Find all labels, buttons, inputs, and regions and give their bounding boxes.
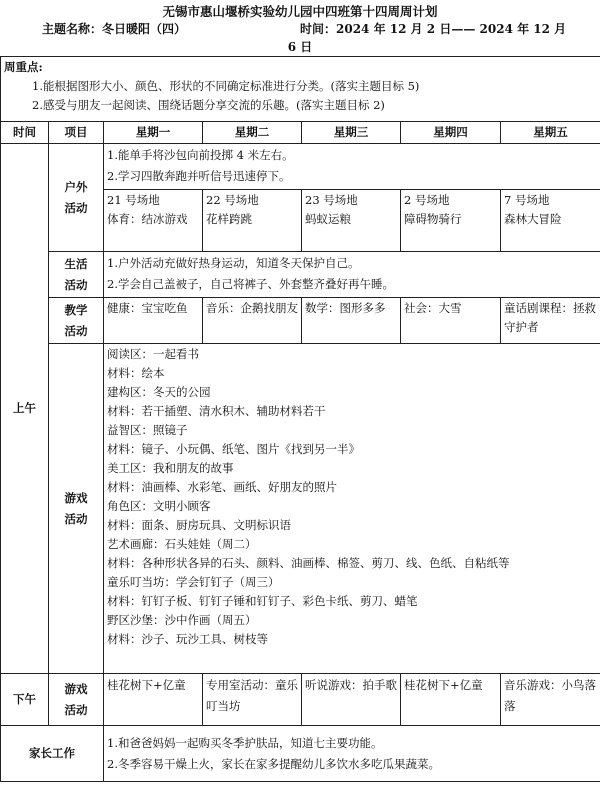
column-header-row xyxy=(1,122,600,144)
afternoon-tuesday: 专用室活动：童乐叮当坊 xyxy=(203,674,302,726)
time-range: 时间：2024 年 12 月 2 日—— 2024 年 12 月 xyxy=(300,22,567,36)
life-label xyxy=(49,252,104,298)
teach-label-bottom: 活动 xyxy=(64,323,88,338)
parents-item-1: 1.和爸爸妈妈一起购买冬季护肤品，知道七主要功能。 xyxy=(107,735,383,750)
game-line: 材料：面条、厨房玩具、文明标识语 xyxy=(107,518,291,532)
afternoon-game-label xyxy=(49,674,104,726)
game-line: 野区沙堡：沙中作画（周五） xyxy=(107,613,257,627)
outdoor-label xyxy=(49,144,104,252)
teach-label-top: 教学 xyxy=(64,302,88,317)
game-line: 艺术画廊：石头娃娃（周二） xyxy=(107,537,257,551)
outdoor-label-bottom: 活动 xyxy=(64,200,88,215)
outdoor-activity: 障碍物骑行 xyxy=(404,212,462,226)
life-row xyxy=(1,252,600,298)
col-tuesday: 星期二 xyxy=(203,122,302,144)
outdoor-site: 7 号场地 xyxy=(504,193,550,207)
focus-item-2: 2.感受与朋友一起阅读、围绕话题分享交流的乐趣。(落实主题目标 2) xyxy=(32,98,385,112)
afternoon-label: 下午 xyxy=(1,674,49,726)
time-range-continued: 6 日 xyxy=(287,40,313,54)
col-monday: 星期一 xyxy=(104,122,203,144)
outdoor-activity: 花样跨跳 xyxy=(206,212,252,226)
teach-label xyxy=(49,298,104,344)
outdoor-site: 2 号场地 xyxy=(404,193,450,207)
game-line: 角色区：文明小顾客 xyxy=(107,499,211,513)
game-label xyxy=(49,344,104,674)
game-row xyxy=(1,344,600,674)
outdoor-goal-2: 2.学习四散奔跑并听信号迅速停下。 xyxy=(107,169,291,183)
parents-item-2: 2.冬季容易干燥上火，家长在家多提醒幼儿多饮水多吃瓜果蔬菜。 xyxy=(107,756,440,771)
teach-tuesday: 音乐：企鹅找朋友 xyxy=(203,298,302,344)
afternoon-wednesday: 听说游戏：拍手歌 xyxy=(302,674,401,726)
page-title: 无锡市惠山堰桥实验幼儿园中四班第十四周周计划 xyxy=(162,4,438,19)
outdoor-thursday xyxy=(401,190,501,252)
weekly-plan-table xyxy=(0,56,600,782)
game-line: 建构区：冬天的公园 xyxy=(107,385,211,399)
focus-item-1: 1.能根据图形大小、颜色、形状的不同确定标准进行分类。(落实主题目标 5) xyxy=(32,79,420,93)
game-label-top: 游戏 xyxy=(64,490,88,505)
life-items xyxy=(104,252,600,298)
col-wednesday: 星期三 xyxy=(302,122,401,144)
outdoor-activity: 体育：结冰游戏 xyxy=(107,212,188,226)
parents-row xyxy=(1,726,600,782)
parents-label: 家长工作 xyxy=(1,726,104,782)
afternoon-monday: 桂花树下+亿童 xyxy=(104,674,203,726)
life-label-top: 生活 xyxy=(64,256,88,271)
outdoor-wednesday xyxy=(302,190,401,252)
theme-name: 主题名称：冬日暖阳（四） xyxy=(42,22,187,36)
outdoor-goal-1: 1.能单手将沙包向前投掷 4 米左右。 xyxy=(107,148,294,162)
teach-friday: 童话剧课程：拯救守护者 xyxy=(501,298,600,344)
outdoor-activity: 森林大冒险 xyxy=(504,212,562,226)
parents-items xyxy=(104,726,600,782)
outdoor-tuesday xyxy=(203,190,302,252)
teach-wednesday: 数学：图形多多 xyxy=(302,298,401,344)
outdoor-site: 23 号场地 xyxy=(305,193,358,207)
morning-label: 上午 xyxy=(1,144,49,674)
game-line: 美工区：我和朋友的故事 xyxy=(107,461,234,475)
outdoor-monday xyxy=(104,190,203,252)
outdoor-label-top: 户外 xyxy=(64,179,88,194)
game-line: 材料：若干插塑、清水积木、辅助材料若干 xyxy=(107,404,326,418)
teach-row xyxy=(1,298,600,344)
afternoon-game-label-bottom: 活动 xyxy=(64,702,88,717)
life-item-1: 1.户外活动充做好热身运动，知道冬天保护自己。 xyxy=(107,256,360,270)
focus-label: 周重点: xyxy=(4,60,43,74)
game-line: 阅读区：一起看书 xyxy=(107,347,199,361)
outdoor-goals-row xyxy=(1,144,600,190)
game-line: 材料：油画棒、水彩笔、画纸、好朋友的照片 xyxy=(107,480,337,494)
afternoon-thursday: 桂花树下+亿童 xyxy=(401,674,501,726)
game-line: 材料：镜子、小玩偶、纸笔、图片《找到另一半》 xyxy=(107,442,360,456)
life-label-bottom: 活动 xyxy=(64,277,88,292)
game-line: 材料：绘本 xyxy=(107,366,165,380)
outdoor-activity: 蚂蚁运粮 xyxy=(305,212,351,226)
afternoon-friday: 音乐游戏：小鸟落落 xyxy=(501,674,600,726)
teach-monday: 健康：宝宝吃鱼 xyxy=(104,298,203,344)
outdoor-site: 21 号场地 xyxy=(107,193,160,207)
life-item-2: 2.学会自己盖被子，自己将裤子、外套整齐叠好再午睡。 xyxy=(107,277,394,291)
game-line: 益智区：照镜子 xyxy=(107,423,188,437)
outdoor-site: 22 号场地 xyxy=(206,193,259,207)
col-item: 项目 xyxy=(49,122,104,144)
game-line: 童乐叮当坊：学会钉钉子（周三） xyxy=(107,575,280,589)
game-areas xyxy=(104,344,600,674)
focus-row xyxy=(1,57,600,122)
col-friday: 星期五 xyxy=(501,122,600,144)
col-time: 时间 xyxy=(1,122,49,144)
game-line: 材料：钉钉子板、钉钉子锤和钉钉子、彩色卡纸、剪刀、蜡笔 xyxy=(107,594,418,608)
outdoor-goals xyxy=(104,144,600,190)
focus-cell xyxy=(1,57,600,122)
game-line: 材料：各种形状各异的石头、颜料、油画棒、棉签、剪刀、线、色纸、自粘纸等 xyxy=(107,556,510,570)
game-label-bottom: 活动 xyxy=(64,511,88,526)
afternoon-row xyxy=(1,674,600,726)
game-line: 材料：沙子、玩沙工具、树枝等 xyxy=(107,632,268,646)
afternoon-game-label-top: 游戏 xyxy=(64,681,88,696)
teach-thursday: 社会：大雪 xyxy=(401,298,501,344)
outdoor-friday xyxy=(501,190,600,252)
col-thursday: 星期四 xyxy=(401,122,501,144)
